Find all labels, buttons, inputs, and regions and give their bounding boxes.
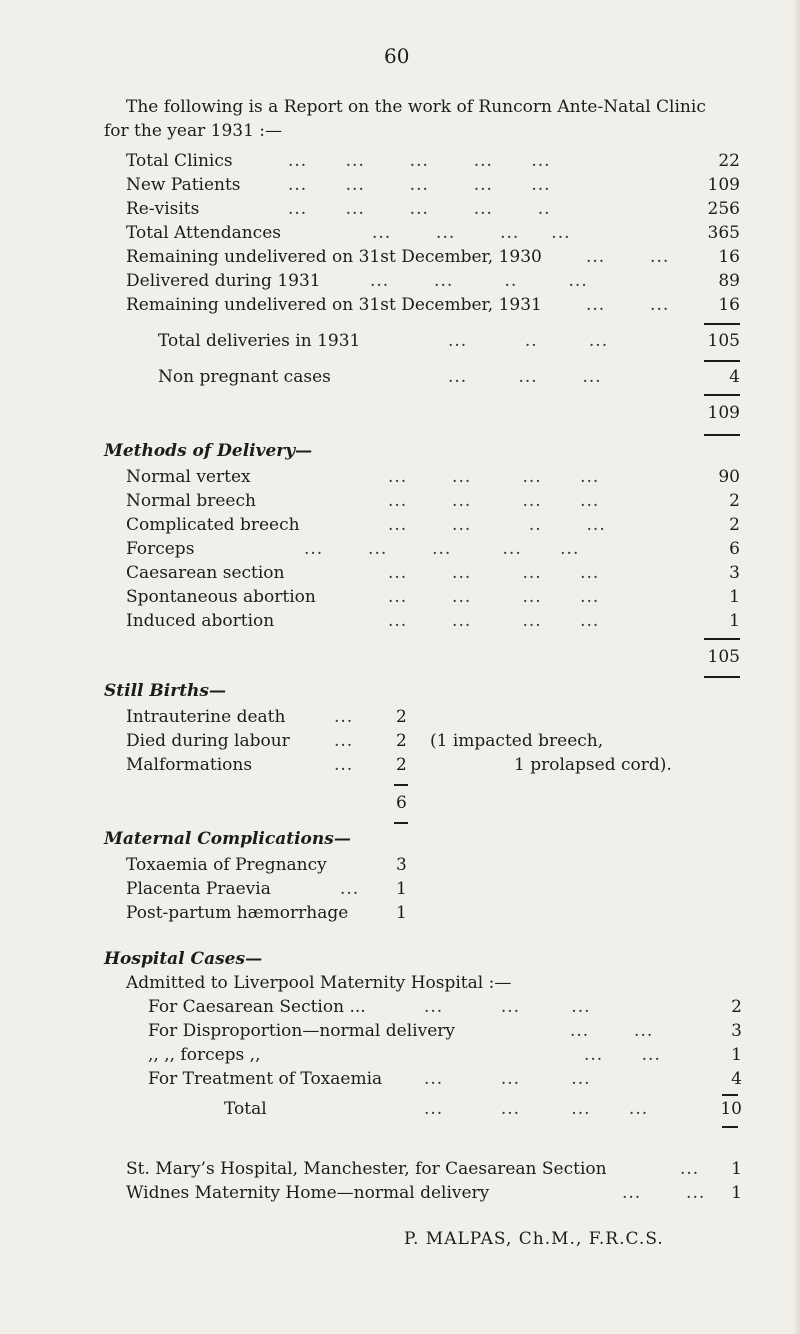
- still-birth-label: Malformations: [126, 755, 253, 775]
- leader-dots: ... ... ... ... ...: [304, 539, 580, 559]
- maternal-heading: Maternal Complications—: [104, 829, 351, 849]
- total-deliveries-value: 105: [707, 331, 740, 351]
- hospital-item-value: 1: [731, 1045, 742, 1065]
- sum-rule: [704, 394, 740, 396]
- hospital-item-label: For Treatment of Toxaemia: [148, 1069, 383, 1089]
- still-birth-label: Died during labour: [126, 731, 290, 751]
- leader-dots: ...: [680, 1159, 700, 1179]
- stat-value: 22: [718, 151, 740, 171]
- signature: P. MALPAS, Ch.M., F.R.C.S.: [404, 1229, 664, 1249]
- methods-total-value: 105: [707, 647, 740, 667]
- non-pregnant-value: 4: [729, 367, 740, 387]
- maternal-value: 1: [396, 903, 407, 923]
- page-edge-shadow: [792, 0, 800, 1334]
- intro-line-1: The following is a Report on the work of Runcorn Ante-Natal Clinic: [126, 97, 706, 117]
- maternal-value: 1: [396, 879, 407, 899]
- sum-rule: [722, 1094, 738, 1096]
- hospital-subheading: Admitted to Liverpool Maternity Hospital :—: [126, 973, 512, 993]
- stat-value: 89: [718, 271, 740, 291]
- maternal-label: Post-partum hæmorrhage: [126, 903, 349, 923]
- still-birth-label: Intrauterine death: [126, 707, 286, 727]
- sum-rule: [394, 784, 408, 786]
- grand-total-value: 109: [707, 403, 740, 423]
- method-value: 1: [729, 611, 740, 631]
- leader-dots: ... ... ...: [424, 997, 591, 1017]
- stat-value: 365: [707, 223, 740, 243]
- stat-label: Remaining undelivered on 31st December, 1930: [126, 247, 542, 267]
- leader-dots: ... ... ... ...: [388, 563, 600, 583]
- sum-rule: [394, 822, 408, 824]
- still-birth-value: 2: [396, 731, 407, 751]
- leader-dots: ... ... ...: [424, 1069, 591, 1089]
- sum-rule: [704, 360, 740, 362]
- other-hospital-label: St. Mary’s Hospital, Manchester, for Caesarean Section: [126, 1159, 607, 1179]
- still-birth-note-line-2: 1 prolapsed cord).: [514, 755, 672, 775]
- stat-value: 16: [718, 247, 740, 267]
- hospital-total-label: Total: [224, 1099, 267, 1119]
- method-value: 2: [729, 491, 740, 511]
- page-number: 60: [384, 44, 410, 68]
- maternal-label: Placenta Praevia: [126, 879, 271, 899]
- stat-label: Total Attendances: [126, 223, 281, 243]
- hospital-total-value: 10: [720, 1099, 742, 1119]
- method-label: Complicated breech: [126, 515, 300, 535]
- stat-label: Delivered during 1931: [126, 271, 321, 291]
- sum-rule: [704, 434, 740, 436]
- still-birth-note-line-1: (1 impacted breech,: [430, 731, 604, 751]
- method-label: Forceps: [126, 539, 195, 559]
- method-label: Caesarean section: [126, 563, 285, 583]
- total-deliveries-label: Total deliveries in 1931: [158, 331, 361, 351]
- stat-value: 16: [718, 295, 740, 315]
- stat-value: 256: [707, 199, 740, 219]
- leader-dots: ... ... .. ...: [388, 515, 606, 535]
- leader-dots: ... ... ... ...: [372, 223, 571, 243]
- still-births-total-value: 6: [396, 793, 407, 813]
- method-label: Normal breech: [126, 491, 256, 511]
- stat-label: Re-visits: [126, 199, 200, 219]
- maternal-value: 3: [396, 855, 407, 875]
- leader-dots: ...: [334, 707, 354, 727]
- still-births-heading: Still Births—: [104, 681, 226, 701]
- method-label: Induced abortion: [126, 611, 275, 631]
- leader-dots: ... ... ... ... ...: [288, 151, 551, 171]
- intro-line-2: for the year 1931 :—: [104, 121, 283, 141]
- method-label: Normal vertex: [126, 467, 251, 487]
- leader-dots: ... ...: [586, 247, 670, 267]
- leader-dots: ... ...: [570, 1021, 654, 1041]
- stat-label: Total Clinics: [126, 151, 233, 171]
- methods-heading: Methods of Delivery—: [104, 441, 313, 461]
- hospital-item-value: 3: [731, 1021, 742, 1041]
- hospital-item-label: For Caesarean Section ...: [148, 997, 366, 1017]
- leader-dots: ...: [334, 731, 354, 751]
- hospital-item-label: For Disproportion—normal delivery: [148, 1021, 455, 1041]
- sum-rule: [704, 638, 740, 640]
- non-pregnant-label: Non pregnant cases: [158, 367, 331, 387]
- leader-dots: ... ...: [586, 295, 670, 315]
- still-birth-value: 2: [396, 755, 407, 775]
- sum-rule: [704, 323, 740, 325]
- leader-dots: ... ... ... ...: [388, 587, 600, 607]
- leader-dots: ... ...: [622, 1183, 706, 1203]
- leader-dots: ...: [340, 879, 360, 899]
- method-value: 2: [729, 515, 740, 535]
- leader-dots: ... .. ...: [448, 331, 609, 351]
- method-value: 1: [729, 587, 740, 607]
- method-value: 90: [718, 467, 740, 487]
- stat-value: 109: [707, 175, 740, 195]
- hospital-item-value: 2: [731, 997, 742, 1017]
- stat-label: Remaining undelivered on 31st December, 1931: [126, 295, 542, 315]
- leader-dots: ... ... ... ...: [388, 467, 600, 487]
- sum-rule: [722, 1126, 738, 1128]
- sum-rule: [704, 676, 740, 678]
- method-label: Spontaneous abortion: [126, 587, 316, 607]
- still-birth-value: 2: [396, 707, 407, 727]
- other-hospital-label: Widnes Maternity Home—normal delivery: [126, 1183, 490, 1203]
- leader-dots: ... ... ... ...: [388, 491, 600, 511]
- other-hospital-value: 1: [731, 1159, 742, 1179]
- hospital-item-label: ,, ,, forceps ,,: [148, 1045, 261, 1065]
- method-value: 6: [729, 539, 740, 559]
- leader-dots: ... ... ...: [448, 367, 602, 387]
- other-hospital-value: 1: [731, 1183, 742, 1203]
- maternal-label: Toxaemia of Pregnancy: [126, 855, 327, 875]
- hospital-heading: Hospital Cases—: [104, 949, 263, 969]
- stat-label: New Patients: [126, 175, 241, 195]
- leader-dots: ... ... ... ... ..: [288, 199, 551, 219]
- leader-dots: ...: [334, 755, 354, 775]
- leader-dots: ... ... ... ... ...: [288, 175, 551, 195]
- leader-dots: ... ... ... ...: [424, 1099, 649, 1119]
- hospital-item-value: 4: [731, 1069, 742, 1089]
- leader-dots: ... ...: [584, 1045, 661, 1065]
- leader-dots: ... ... .. ...: [370, 271, 588, 291]
- method-value: 3: [729, 563, 740, 583]
- leader-dots: ... ... ... ...: [388, 611, 600, 631]
